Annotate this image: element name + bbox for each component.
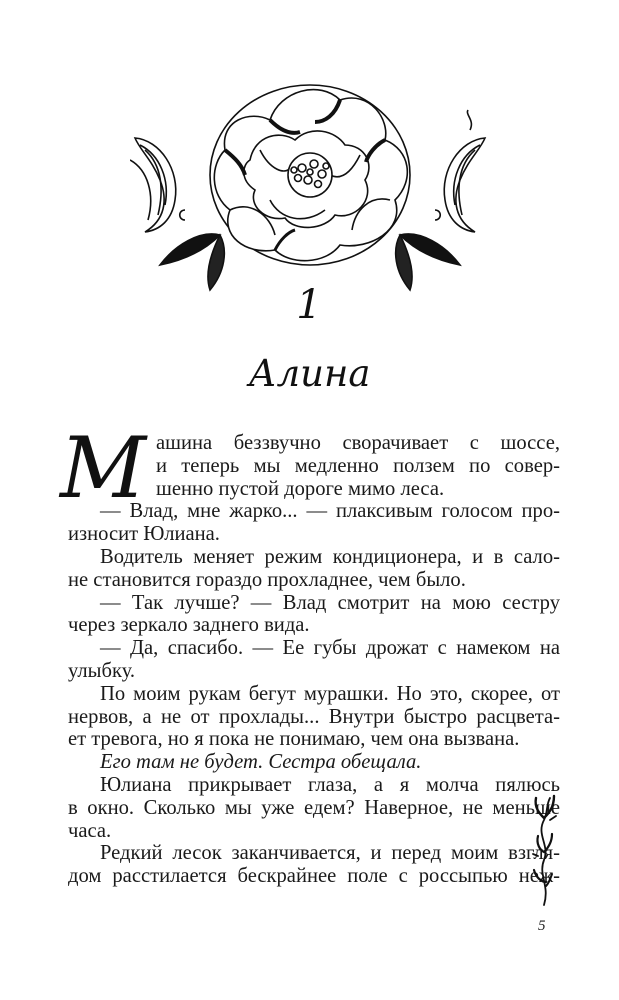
italic-thought-line: Его там не будет. Сестра обещала. xyxy=(100,751,422,774)
text-line: Юлиана прикрывает глаза, а я молча пялюсь xyxy=(100,773,560,796)
text-line: По моим рукам бегут мурашки. Но это, скорее, от xyxy=(100,682,560,705)
thorny-vine-ornament-icon xyxy=(530,790,562,910)
page-number: 5 xyxy=(538,918,546,934)
text-line: износит Юлиана. xyxy=(68,523,220,546)
text-line: — Да, спасибо. — Ее губы дрожат с намеком на xyxy=(100,637,560,660)
text-line: в окно. Сколько мы уже едем? Наверное, не меньше xyxy=(68,796,560,819)
text-line: Водитель меняет режим кондиционера, и в сало- xyxy=(100,545,560,568)
text-line: шенно пустой дороге мимо леса. xyxy=(156,477,445,500)
drop-cap: М xyxy=(60,419,147,517)
text-line: — Так лучше? — Влад смотрит на мою сестру xyxy=(100,591,560,614)
text-line: и теперь мы медленно ползем по совер- xyxy=(156,454,560,477)
chapter-title: Алина xyxy=(248,352,371,395)
text-line: дом расстилается бескрайнее поле с россыпью неж- xyxy=(68,865,560,888)
chapter-number: 1 xyxy=(296,282,323,328)
chapter-body-text xyxy=(60,419,560,888)
text-line: не становится гораздо прохладнее, чем было. xyxy=(68,568,466,591)
text-line: ет тревога, но я пока не понимаю, чем она вызвана. xyxy=(68,728,520,751)
text-line: часа. xyxy=(68,819,112,842)
peony-flower-ornament-icon xyxy=(130,50,490,295)
text-line: ашина беззвучно сворачивает с шоссе, xyxy=(156,432,560,454)
text-line: Редкий лесок заканчивается, и перед моим взгля- xyxy=(100,842,560,865)
text-line: через зеркало заднего вида. xyxy=(68,614,310,637)
text-line: нервов, а не от прохлады... Внутри быстро расцвета- xyxy=(68,705,560,728)
text-line: улыбку. xyxy=(68,659,136,682)
text-line: — Влад, мне жарко... — плаксивым голосом про- xyxy=(100,500,560,523)
